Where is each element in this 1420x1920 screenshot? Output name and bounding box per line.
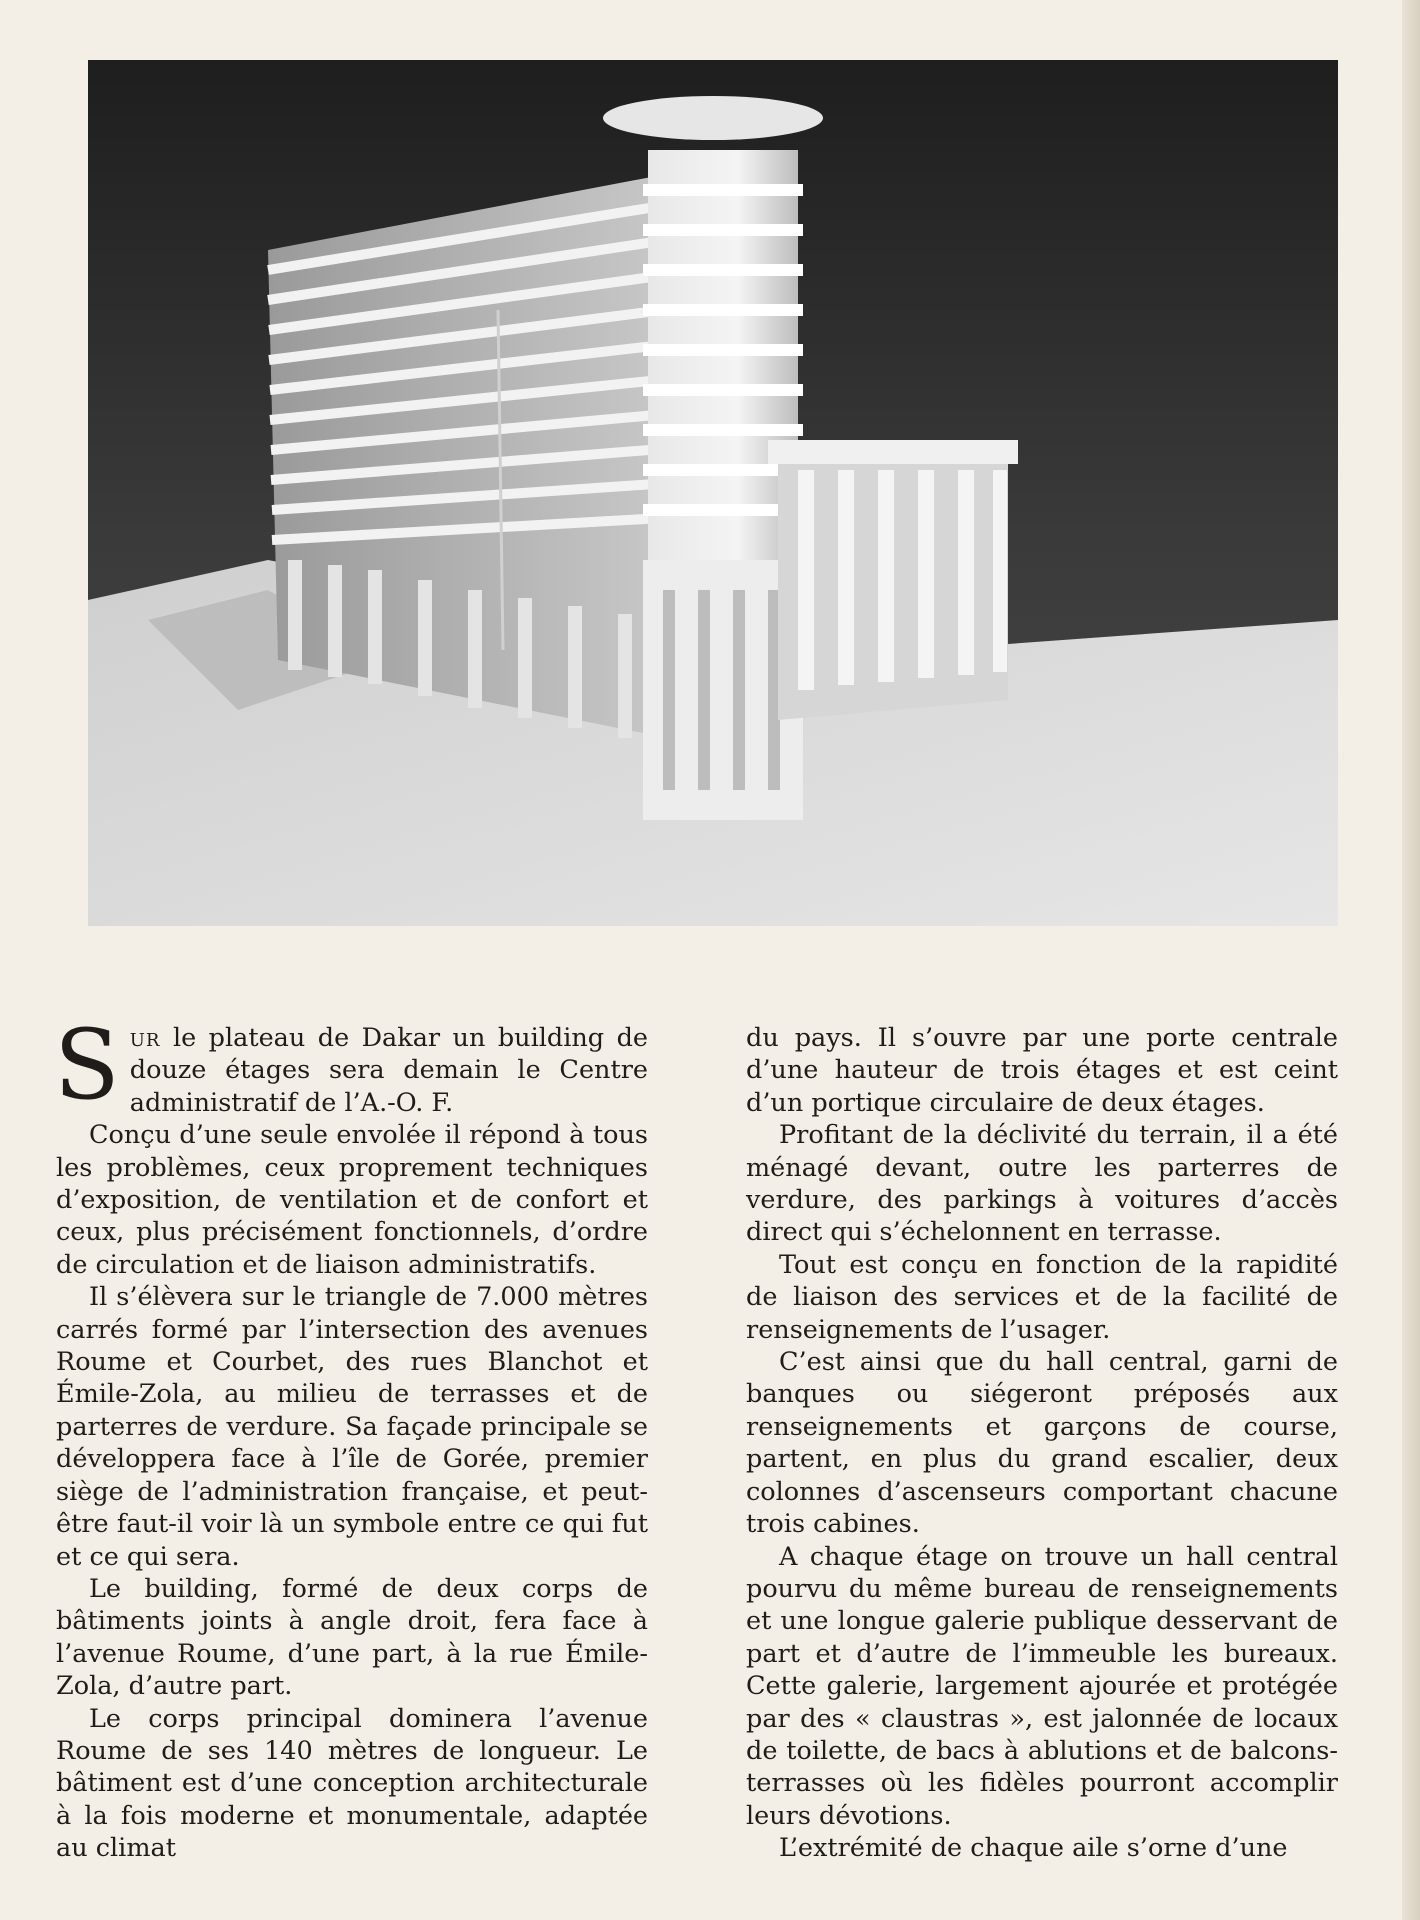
paragraph: Le building, formé de deux corps de bâtiments joints à angle droit, fera face à l’avenue Roume, d’une part, à la rue Émile-Zola, d’autre part.: [56, 1573, 648, 1702]
paragraph: Tout est conçu en fonction de la rapidité de liaison des services et de la facilité de renseignements de l’usager.: [746, 1249, 1338, 1345]
drop-cap: S: [54, 1009, 120, 1121]
paragraph-text: le plateau de Dakar un building de douze étages sera demain le Centre administratif de l’A.-O. F.: [129, 1023, 648, 1118]
paragraph-intro: [54, 1009, 648, 1121]
paragraph: Il s’élèvera sur le triangle de 7.000 mètres carrés formé par l’intersection des avenues Roume et Courbet, des rues Blanchot et Émile-Zola, au milieu de terrasses et de parterres de verdure. Sa façade principale se développera face à l’île de Gorée, premier siège de l’administration française, et peut-être faut-il voir là un symbole entre ce qui fut et ce qui sera.: [56, 1282, 648, 1572]
article-column-right: [746, 1022, 1338, 1865]
lead-smallcaps: ur: [129, 1023, 161, 1053]
article-column-left: [54, 1009, 648, 1865]
paragraph: Le corps principal dominera l’avenue Roume de ses 140 mètres de longueur. Le bâtiment est d’une conception architecturale à la fois moderne et monumentale, adaptée au climat: [56, 1703, 648, 1864]
paragraph: Profitant de la déclivité du terrain, il a été ménagé devant, outre les parterres de verdure, des parkings à voitures d’accès direct qui s’échelonnent en terrasse.: [746, 1120, 1338, 1248]
building-model-photo: [88, 60, 1338, 926]
paragraph: C’est ainsi que du hall central, garni de banques ou siégeront préposés aux renseignements et garçons de course, partent, en plus du grand escalier, deux colonnes d’ascenseurs comportant chacune trois cabines.: [746, 1347, 1338, 1540]
page-edge: [1402, 0, 1420, 1920]
building-model-icon: [88, 60, 1338, 926]
paragraph: A chaque étage on trouve un hall central pourvu du même bureau de renseignements et une longue galerie publique desservant de part et d’autre de l’immeuble les bureaux. Cette galerie, largement ajourée et protégée par des « claustras », est jalonnée de locaux de toilette, de bacs à ablutions et de balcons-terrasses où les fidèles pourront accomplir leurs dévotions.: [746, 1541, 1338, 1831]
paragraph-continued: du pays. Il s’ouvre par une porte centrale d’une hauteur de trois étages et est ceint d’un portique circulaire de deux étages.: [746, 1023, 1338, 1118]
paragraph: L’extrémité de chaque aile s’orne d’une: [779, 1833, 1288, 1864]
paragraph: Conçu d’une seule envolée il répond à tous les problèmes, ceux proprement techniques d’exposition, de ventilation et de confort et ceux, plus précisément fonctionnels, d’ordre de circulation et de liaison administratifs.: [56, 1120, 648, 1280]
